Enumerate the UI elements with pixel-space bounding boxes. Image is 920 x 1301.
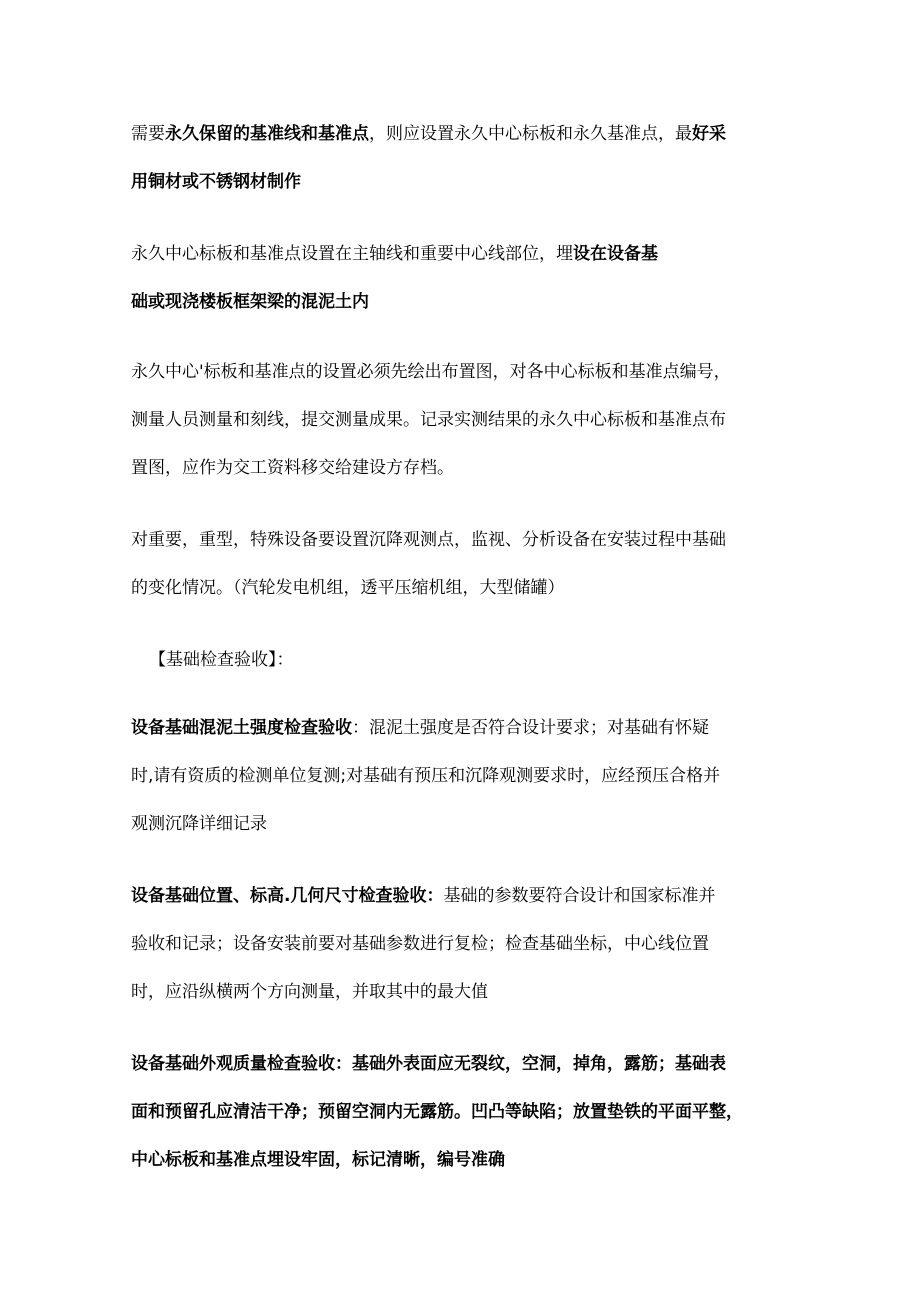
text-run-bold: 中心标板和基准点埋设牢固，标记清晰，编号准确	[131, 1150, 505, 1170]
text-run-bold: 永久保留的基准线和基准点	[165, 124, 369, 144]
text-run: 对重要，重型，特殊设备要设置沉降观测点，监视、分析设备在安装过程中基础	[131, 530, 726, 550]
text-run-bold: 础或现浇楼板框架梁的混泥土内	[131, 292, 369, 312]
text-line	[131, 884, 715, 908]
text-line	[131, 764, 720, 788]
text-line	[131, 1052, 726, 1076]
text-line	[131, 576, 565, 600]
text-line	[131, 170, 301, 194]
text-line	[131, 360, 731, 384]
text-run: ，则应设置永久中心标板和永久基准点，最	[369, 124, 692, 144]
text-run: 验收和记录；设备安装前要对基础参数进行复检；检查基础坐标，中心线位置	[131, 934, 709, 954]
text-run-bold: 面和预留孔应清洁干净；预留空洞内无露筋。凹凸等缺陷；放置垫铁的平面平整，	[131, 1102, 743, 1122]
text-run-bold: 设在设备基	[573, 244, 658, 264]
text-run-bold: 设备基础混泥土强度检查验收	[131, 718, 352, 738]
text-run: 基础的参数要符合设计和国家标准并	[443, 886, 716, 906]
text-line	[131, 1100, 743, 1124]
section-heading	[149, 648, 294, 672]
text-line	[131, 1148, 505, 1172]
text-line	[131, 122, 726, 146]
text-run: 的变化情况。（汽轮发电机组，透平压缩机组，大型储罐）	[131, 578, 565, 598]
text-run: 置图，应作为交工资料移交给建设方存档。	[131, 458, 454, 478]
text-run: 时,请有资质的检测单位复测;对基础有预压和沉降观测要求时，应经预压合格并	[131, 766, 721, 786]
text-run: 测量人员测量和刻线，提交测量成果。记录实测结果的永久中心标板和基准点布	[131, 410, 726, 430]
text-line	[131, 290, 369, 314]
text-line	[131, 980, 488, 1004]
text-line	[131, 242, 658, 266]
text-run-bold: 好采	[692, 124, 726, 144]
text-run: 【基础检查验收】：	[149, 650, 294, 670]
text-line	[131, 456, 454, 480]
text-run: ：混泥土强度是否符合设计要求；对基础有怀疑	[352, 718, 709, 738]
text-run-bold: 设备基础外观质量检查验收：基础外表面应无裂纹，空洞，掉角，露筋；基础表	[131, 1054, 726, 1074]
text-run-bold: 用铜材或不锈钢材制作	[131, 172, 301, 192]
text-line	[131, 716, 709, 740]
text-run: 需要	[131, 124, 165, 144]
text-line	[131, 812, 267, 836]
text-line	[131, 528, 726, 552]
text-run: 永久中心'标板和基准点的设置必须先绘出布置图，对各中心标板和基准点编号，	[131, 362, 731, 382]
text-run: 永久中心标板和基准点设置在主轴线和重要中心线部位，埋	[131, 244, 573, 264]
text-run: 时，应沿纵横两个方向测量，并取其中的最大值	[131, 982, 488, 1002]
text-run-bold: 设备基础位置、标高.几何尺寸检查验收：	[131, 886, 444, 906]
text-line	[131, 408, 726, 432]
text-run: 观测沉降详细记录	[131, 814, 267, 834]
text-line	[131, 932, 709, 956]
